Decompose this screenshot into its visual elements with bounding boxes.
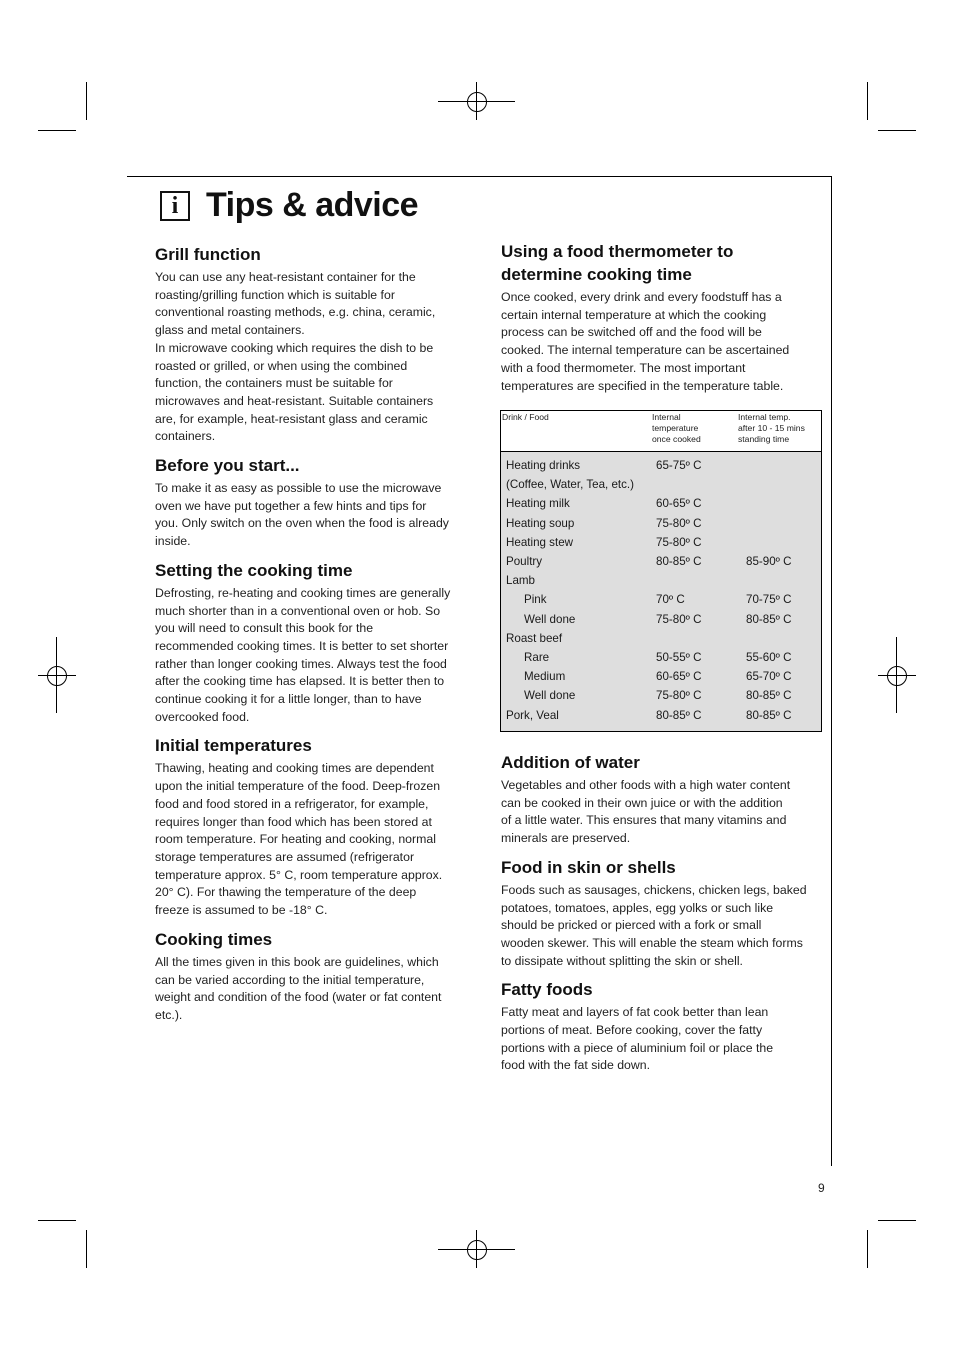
cell-food: Roast beef: [506, 631, 563, 645]
cell-cooked-temp: 80-85º C: [656, 555, 702, 568]
section-heading: Before you start...: [155, 456, 300, 476]
column-header-food: Drink / Food: [502, 412, 549, 422]
cell-food: (Coffee, Water, Tea, etc.): [506, 478, 635, 492]
table-row: [501, 686, 821, 705]
section-body: Once cooked, every drink and every foodstuff has a certain internal temperature at which the cooking process can be switched off and the food will be cooked. The internal temperature can be ascertained with a food thermometer. The most important temperatures are specified in the temperature table.: [501, 290, 790, 393]
section-body: Fatty meat and layers of fat cook better than lean portions of meat. Before cooking, cover the fatty portions with a piece of aluminium foil or place the food with the fat side down.: [501, 1005, 774, 1073]
section-heading: Grill function: [155, 245, 261, 264]
table-row: [501, 514, 821, 533]
frame-top-rule: [127, 176, 832, 177]
cell-standing-temp: 65-70º C: [746, 670, 792, 684]
table-row: [501, 648, 821, 667]
page-title: Tips & advice: [206, 186, 419, 224]
table-header: [501, 411, 821, 452]
info-icon: i: [160, 191, 190, 221]
cell-cooked-temp: 60-65º C: [656, 670, 702, 684]
section-body: Vegetables and other foods with a high water content can be cooked in their own juice or with the addition of a little water. This ensures that many vitamins and minerals are preserved.: [501, 778, 791, 846]
section-heading: Initial temperatures: [155, 736, 312, 756]
cell-food: Heating drinks: [506, 459, 581, 472]
cell-cooked-temp: 75-80º C: [656, 689, 702, 703]
temperature-table: [500, 410, 822, 732]
right-column-top: [501, 240, 821, 403]
cell-food: Poultry: [506, 555, 543, 568]
section-setting-cooking-time: [155, 559, 475, 727]
section-body: All the times given in this book are guidelines, which can be varied according to the initial temperature, weight and condition of the food (water or fat content etc.).: [155, 954, 442, 1022]
cell-standing-temp: 80-85º C: [746, 708, 792, 722]
section-heading: Cooking times: [155, 929, 273, 949]
cell-food: Heating milk: [506, 497, 570, 511]
section-body: Foods such as sausages, chickens, chicken legs, baked potatoes, tomatoes, apples, egg yolks or such like should be pricked or pierced with a fork or small wooden skewer. This will enable the steam which forms to dissipate without splitting the skin or shell.: [501, 882, 807, 968]
table-row: [501, 571, 821, 590]
table-row: [501, 629, 821, 648]
page-number: 9: [818, 1181, 825, 1195]
right-column-bottom: [501, 751, 823, 1083]
section-before-you-start: [155, 454, 475, 551]
cell-standing-temp: 80-85º C: [746, 689, 792, 703]
section-food-in-skin: [501, 856, 823, 971]
cell-cooked-temp: 70º C: [656, 593, 685, 607]
frame-right-rule: [831, 176, 832, 1166]
cell-standing-temp: 85-90º C: [746, 555, 792, 568]
section-food-thermometer: [501, 240, 821, 395]
table-row: [501, 667, 821, 686]
section-body: You can use any heat-resistant container for the roasting/grilling function which is suitable for conventional roasting methods, e.g. china, ceramic, glass and metal containers. In microwave cooking which requires the dish to be roasted or grilled, or when using the combined function, the containers must be suitable for microwaves and heat-resistant. Suitable containers are, for example, heat-resistant glass and ceramic containers.: [155, 270, 436, 444]
cell-food: Pork, Veal: [506, 708, 559, 722]
section-body: Thawing, heating and cooking times are dependent upon the initial temperature of the food. Deep-frozen food and food stored in a refrigerator, for example, requires longer than food which has been stored at room temperature. For heating and cooking, normal storage temperatures are assumed (refrigerator temperature approx. 5° C, room temperature approx. 20° C). For thawing the temperature of the deep freeze is assumed to be -18° C.: [155, 761, 443, 918]
cell-food: Pink: [524, 593, 547, 607]
section-heading: Addition of water: [501, 753, 640, 772]
section-heading: Food in skin or shells: [501, 857, 676, 877]
section-initial-temperatures: [155, 734, 475, 919]
table-row: [501, 552, 821, 571]
cell-cooked-temp: 75-80º C: [656, 516, 702, 530]
cell-standing-temp: 70-75º C: [746, 593, 792, 607]
cell-cooked-temp: 75-80º C: [656, 535, 702, 549]
section-fatty-foods: [501, 978, 823, 1075]
table-row: [501, 533, 821, 552]
cell-cooked-temp: 65-75º C: [656, 459, 702, 472]
section-body: Defrosting, re-heating and cooking times are generally much shorter than in a conventional oven or hob. So you will need to consult this book for the recommended cooking times. It is better to set shorter rather than longer cooking times. Always test the food after the cooking time has elapsed. It is better then to continue cooking it for a little longer, than to have overcooked food.: [155, 585, 451, 724]
cell-standing-temp: 55-60º C: [746, 651, 792, 664]
cell-food: Well done: [524, 689, 576, 703]
table-body: [501, 452, 821, 731]
section-heading: Setting the cooking time: [155, 560, 353, 580]
cell-food: Rare: [524, 651, 550, 664]
cell-food: Medium: [524, 670, 566, 684]
section-addition-of-water: [501, 751, 823, 848]
cell-food: Lamb: [506, 574, 536, 588]
table-row: [501, 706, 821, 725]
column-header-standing: Internal temp. after 10 - 15 mins standing time: [738, 412, 805, 444]
section-heading: Fatty foods: [501, 980, 593, 1000]
table-row: [501, 590, 821, 609]
cell-food: Well done: [524, 612, 576, 626]
page-header: [160, 186, 418, 225]
cell-food: Heating soup: [506, 516, 575, 530]
cell-cooked-temp: 50-55º C: [656, 651, 702, 664]
cell-food: Heating stew: [506, 535, 574, 549]
table-row: [501, 494, 821, 513]
column-header-cooked: Internal temperature once cooked: [652, 412, 701, 444]
cell-standing-temp: 80-85º C: [746, 612, 792, 626]
section-body: To make it as easy as possible to use the microwave oven we have put together a few hints and tips for you. Only switch on the oven when the food is already inside.: [155, 481, 449, 549]
cell-cooked-temp: 75-80º C: [656, 612, 702, 626]
section-cooking-times: [155, 928, 475, 1025]
table-row: [501, 475, 821, 494]
table-row: [501, 610, 821, 629]
section-heading: Using a food thermometer to determine cooking time: [501, 242, 734, 284]
cell-cooked-temp: 80-85º C: [656, 708, 702, 722]
cell-cooked-temp: 60-65º C: [656, 497, 702, 511]
left-column: [155, 243, 475, 1033]
table-row: [501, 456, 821, 475]
section-grill-function: [155, 243, 475, 446]
